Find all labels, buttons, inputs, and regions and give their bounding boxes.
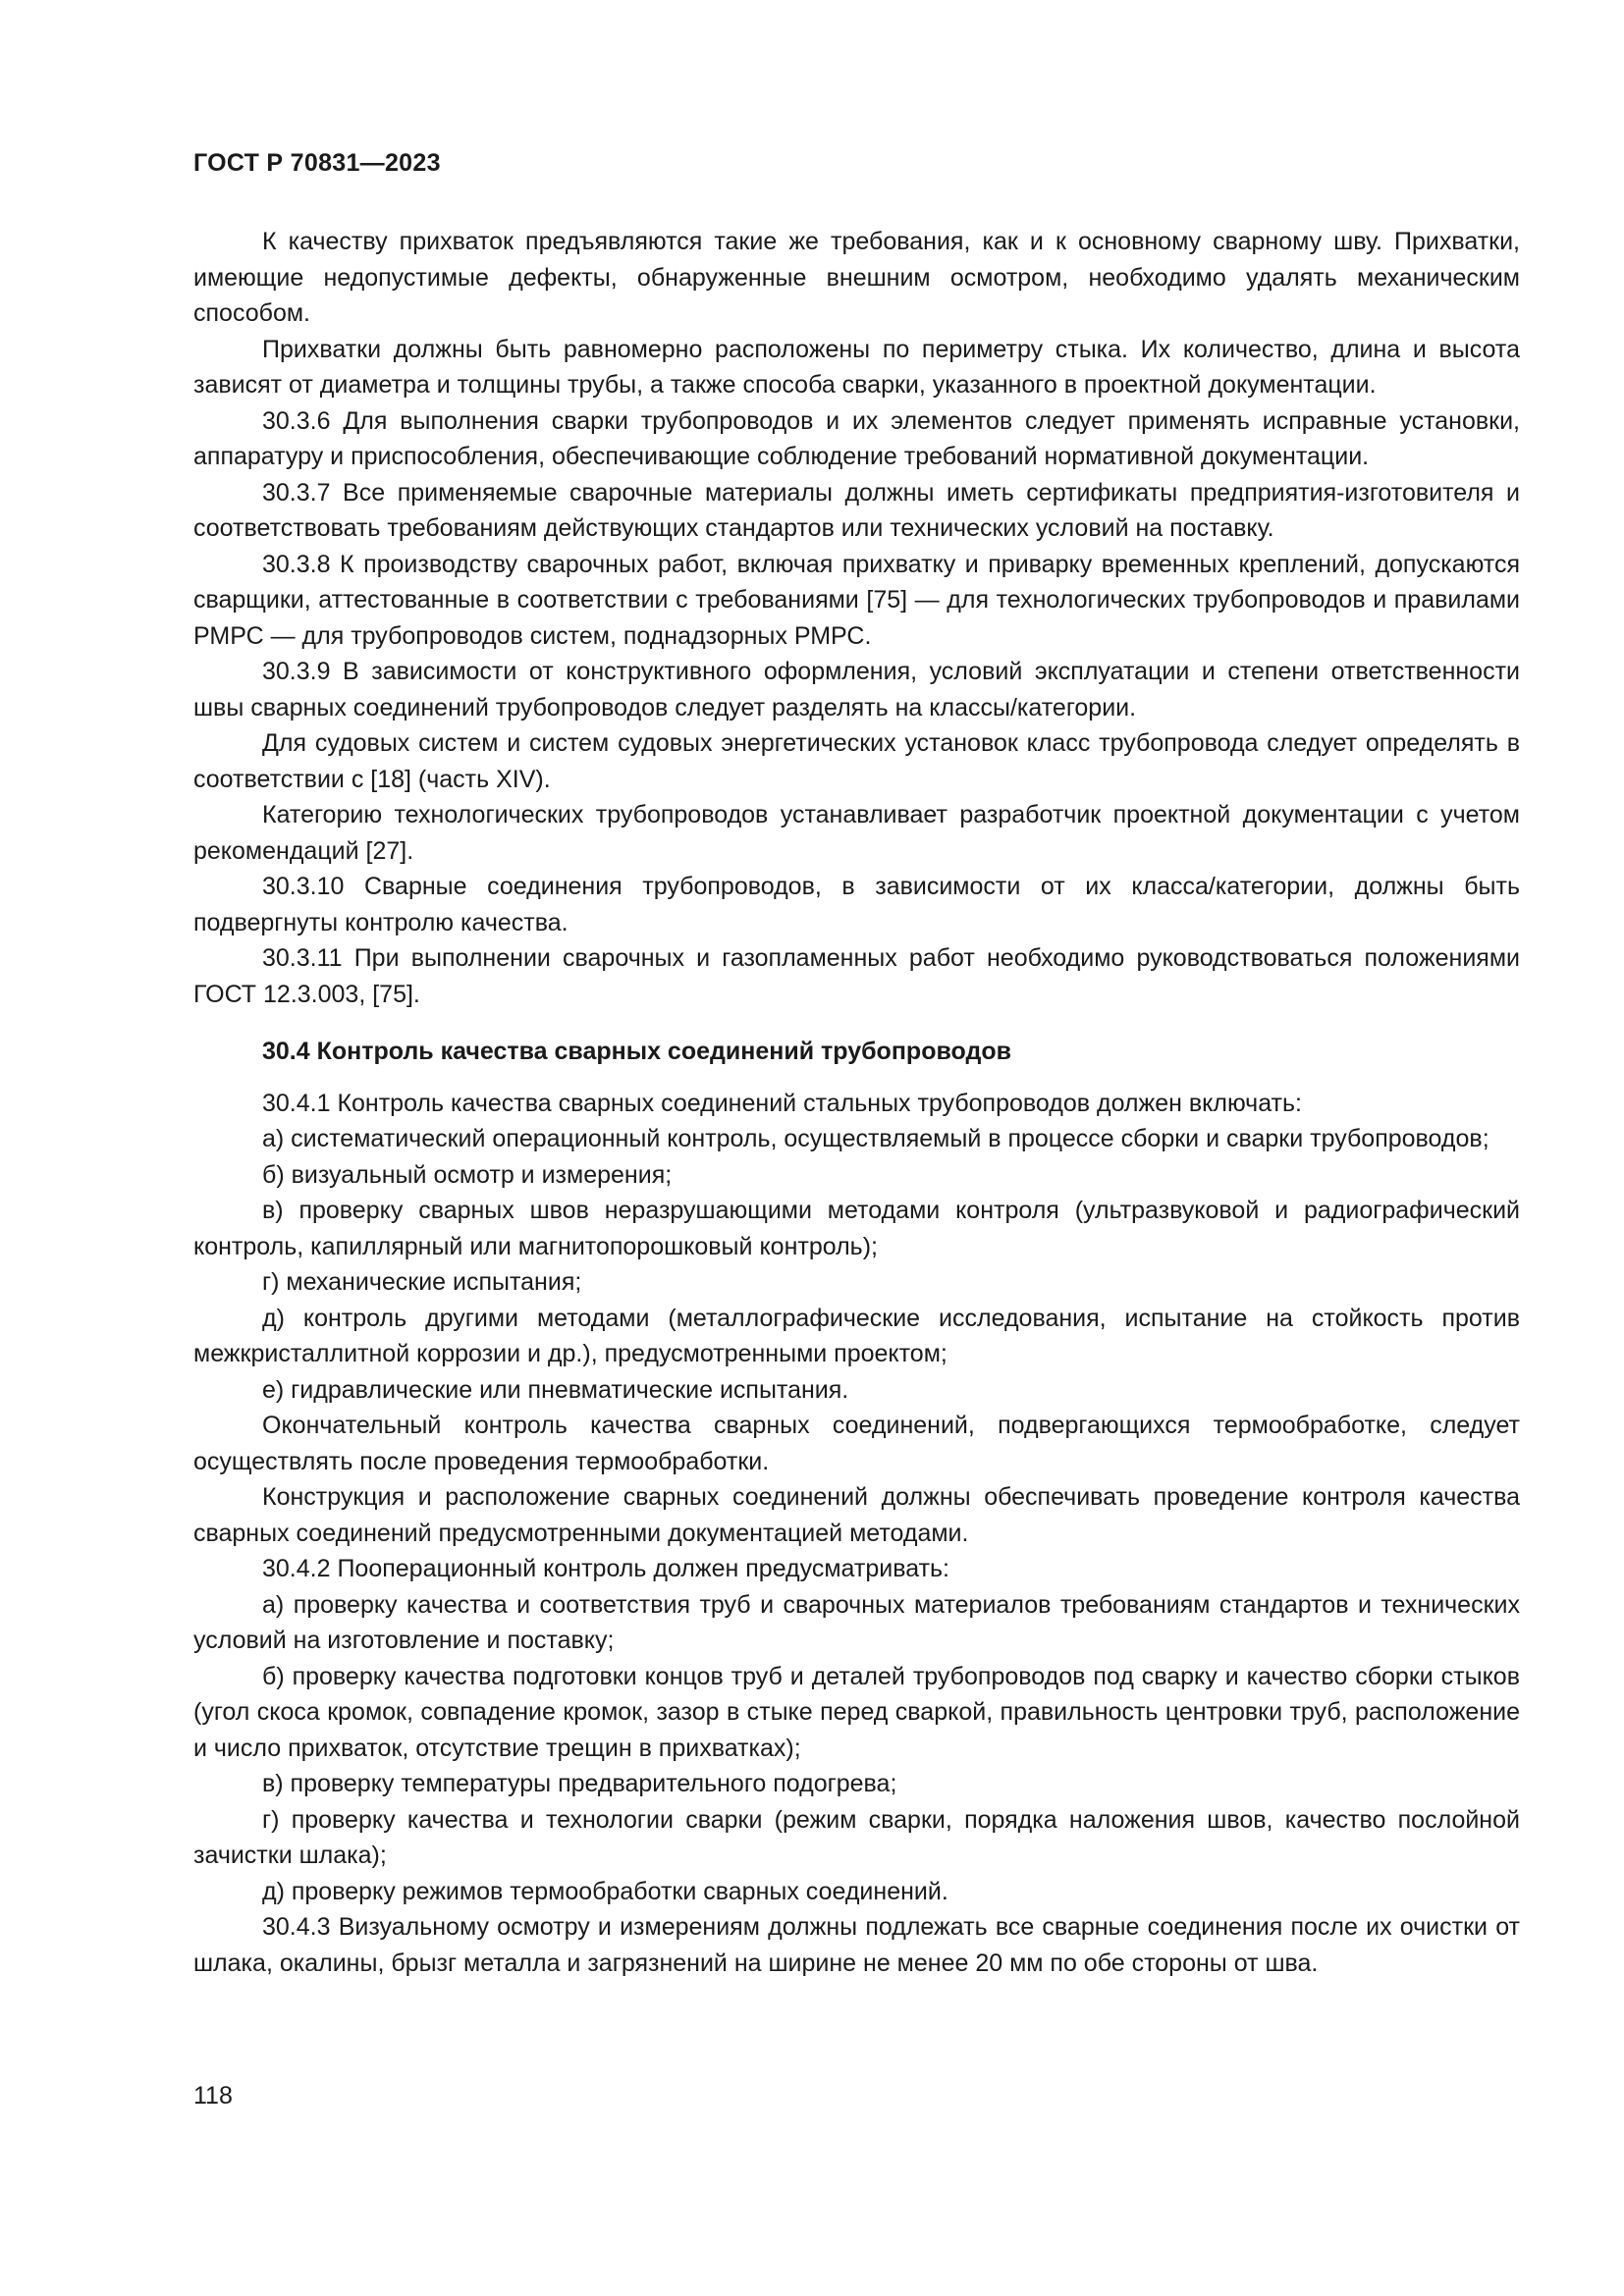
clause-30-3-8: 30.3.8 К производству сварочных работ, включая прихватку и приварку временных креплений, допускаются сварщики, аттестованные в соответствии с требованиями [75] — для технологических трубопроводов и правилами РМРС — для трубопроводов систем, поднадзорных РМРС. xyxy=(193,550,1520,650)
clause-30-3-6: 30.3.6 Для выполнения сварки трубопроводов и их элементов следует применять исправные установки, аппаратуру и приспособления, обеспечивающие соблюдение требований нормативной документации. xyxy=(193,406,1520,470)
clause-30-3-7: 30.3.7 Все применяемые сварочные материалы должны иметь сертификаты предприятия-изготовителя и соответствовать требованиям действующих стандартов или технических условий на поставку. xyxy=(193,478,1520,542)
clause-30-3-10: 30.3.10 Сварные соединения трубопроводов, в зависимости от их класса/категории, должны быть подвергнуты контролю качества. xyxy=(193,873,1520,936)
paragraph: Категорию технологических трубопроводов устанавливает разработчик проектной документации с учетом рекомендаций [27]. xyxy=(193,801,1520,865)
page-number: 118 xyxy=(193,2082,233,2109)
list-item: а) проверку качества и соответствия труб и сварочных материалов требованиям стандартов и технических условий на изготовление и поставку; xyxy=(193,1590,1520,1654)
list-item: д) контроль другими методами (металлографические исследования, испытание на стойкость против межкристаллитной коррозии и др.), предусмотренными проектом; xyxy=(193,1304,1520,1367)
paragraph: Окончательный контроль качества сварных соединений, подвергающихся термообработке, следует осуществлять после проведения термообработки. xyxy=(193,1412,1520,1475)
paragraph: Конструкция и расположение сварных соединений должны обеспечивать проведение контроля качества сварных соединений предусмотренными документацией методами. xyxy=(193,1483,1520,1547)
list-item: в) проверку сварных швов неразрушающими методами контроля (ультразвуковой и радиографический контроль, капиллярный или магнитопорошковый контроль); xyxy=(193,1197,1520,1260)
paragraph: Для судовых систем и систем судовых энергетических установок класс трубопровода следует определять в соответствии с [18] (часть XIV). xyxy=(193,729,1520,793)
clause-30-3-9: 30.3.9 В зависимости от конструктивного оформления, условий эксплуатации и степени ответственности швы сварных соединений трубопроводов следует разделять на классы/категории. xyxy=(193,658,1520,721)
paragraph: К качеству прихваток предъявляются такие же требования, как и к основному сварному шву. Прихватки, имеющие недопустимые дефекты, обнаруженные внешним осмотром, необходимо удалять механическим способом. xyxy=(193,228,1520,327)
paragraph: Прихватки должны быть равномерно расположены по периметру стыка. Их количество, длина и высота зависят от диаметра и толщины трубы, а также способа сварки, указанного в проектной документации. xyxy=(193,335,1520,399)
list-item: б) визуальный осмотр и измерения; xyxy=(262,1160,673,1189)
list-item: б) проверку качества подготовки концов труб и деталей трубопроводов под сварку и качество сборки стыков (угол скоса кромок, совпадение кромок, зазор в стыке перед сваркой, правильность центровки труб, расположение и число прихваток, отсутствие трещин в прихватках); xyxy=(193,1662,1520,1762)
clause-30-3-11: 30.3.11 При выполнении сварочных и газопламенных работ необходимо руководствоваться положениями ГОСТ 12.3.003, [75]. xyxy=(193,944,1520,1008)
document-header: ГОСТ Р 70831—2023 xyxy=(193,149,441,177)
list-item: г) проверку качества и технологии сварки (режим сварки, порядка наложения швов, качество послойной зачистки шлака); xyxy=(193,1805,1520,1869)
list-item: г) механические испытания; xyxy=(262,1268,582,1296)
clause-30-4-1: 30.4.1 Контроль качества сварных соединений стальных трубопроводов должен включать: xyxy=(262,1089,1302,1117)
document-body xyxy=(193,224,1520,1981)
list-item: в) проверку температуры предварительного подогрева; xyxy=(262,1770,897,1797)
list-item: д) проверку режимов термообработки сварных соединений. xyxy=(262,1877,948,1905)
clause-30-4-2: 30.4.2 Пооперационный контроль должен предусматривать: xyxy=(262,1555,949,1582)
section-heading-30-4: 30.4 Контроль качества сварных соединений трубопроводов xyxy=(262,1038,1011,1065)
list-item: е) гидравлические или пневматические испытания. xyxy=(262,1375,849,1404)
clause-30-4-3: 30.4.3 Визуальному осмотру и измерениям должны подлежать все сварные соединения после их очистки от шлака, окалины, брызг металла и загрязнений на ширине не менее 20 мм по обе стороны от шва. xyxy=(193,1913,1520,1977)
list-item: а) систематический операционный контроль, осуществляемый в процессе сборки и сварки трубопроводов; xyxy=(262,1125,1489,1152)
